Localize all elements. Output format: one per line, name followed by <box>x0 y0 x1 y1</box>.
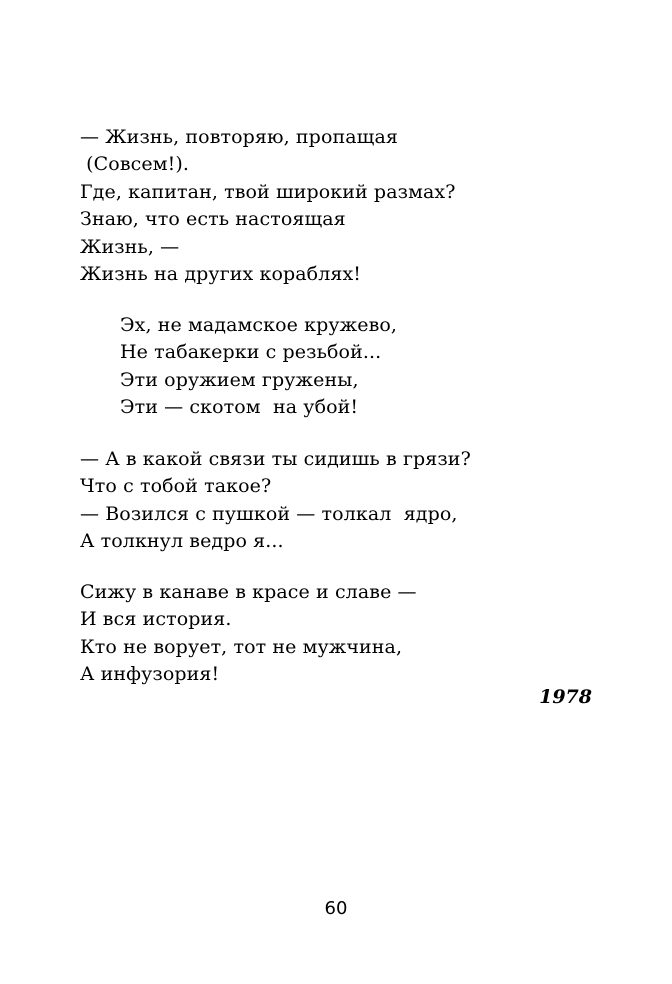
poem-line: Эти оружием гружены, <box>120 368 359 391</box>
poem-line: Эх, не мадамское кружево, <box>120 314 398 336</box>
poem-line: (Совсем!). <box>80 153 189 176</box>
poem-line: И вся история. <box>80 608 232 631</box>
poem-line: — А в какой связи ты сидишь в грязи? <box>80 448 471 470</box>
poem-line: Где, капитан, твой широкий размах? <box>80 180 456 203</box>
poem-line: Жизнь на других кораблях! <box>80 263 362 286</box>
poem-date: 1978 <box>539 686 592 708</box>
poem-line: — Возился с пушкой — толкал ядро, <box>80 502 458 525</box>
poem-line: Жизнь, — <box>80 235 180 258</box>
poem-line: Не табакерки с резьбой... <box>120 341 382 364</box>
page-number: 60 <box>324 898 348 919</box>
poem-line: Знаю, что есть настоящая <box>80 208 346 231</box>
poem-line: А инфузория! <box>80 663 220 686</box>
poem-line: Кто не ворует, тот не мужчина, <box>80 635 403 658</box>
stanza-4 <box>80 579 417 689</box>
poem-line: А толкнул ведро я... <box>80 530 284 553</box>
stanza-2 <box>120 312 397 422</box>
stanza-3 <box>80 446 471 556</box>
stanza-1 <box>80 124 456 288</box>
poem-line: — Жизнь, повторяю, пропащая <box>80 126 398 148</box>
poem-line: Сижу в канаве в красе и славе — <box>80 581 417 603</box>
poem-line: Что с тобой такое? <box>80 475 272 498</box>
poem-line: Эти — скотом на убой! <box>120 396 359 419</box>
